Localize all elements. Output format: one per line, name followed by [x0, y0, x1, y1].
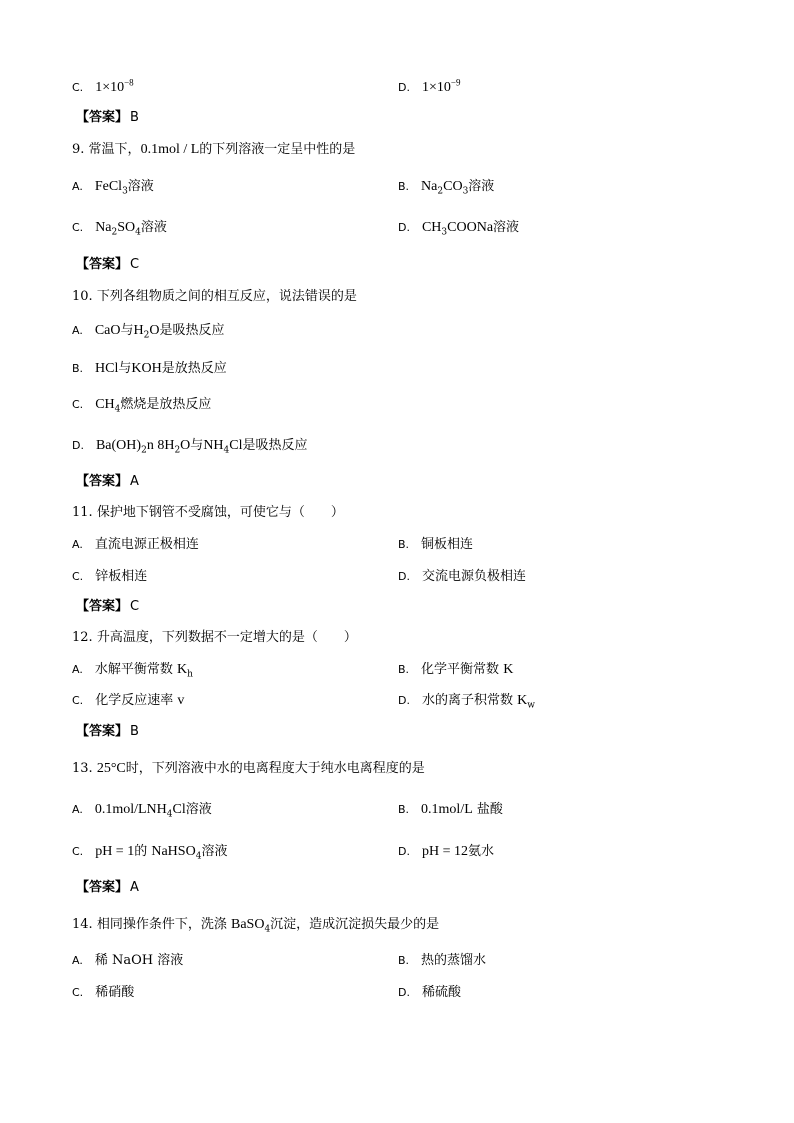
q11-option-a: A. 直流电源正极相连 — [72, 537, 199, 552]
q13-option-b: B. 0.1mol/L 盐酸 — [398, 802, 503, 817]
q8-option-d — [398, 74, 460, 96]
q13-answer — [76, 880, 139, 896]
option-letter: D. — [398, 80, 410, 94]
q10-option-b: B. HCl与KOH是放热反应 — [72, 361, 227, 376]
option-letter: B. — [398, 180, 410, 193]
q10-option-c: C. $CH_4$燃烧是放热反应 — [72, 397, 212, 415]
q9-option-c: C. $Na_2SO_4$溶液 — [72, 220, 167, 238]
q13-stem: 13. 25°C时，下列溶液中水的电离程度大于纯水电离程度的是 — [72, 761, 425, 776]
option-letter: C. — [72, 986, 84, 999]
option-letter: C. — [72, 398, 84, 411]
q10-stem: 10. 下列各组物质之间的相互反应，说法错误的是 — [72, 289, 357, 304]
q11-option-d: D. 交流电源负极相连 — [398, 569, 526, 584]
option-letter: D. — [398, 694, 410, 707]
option-letter: A. — [72, 663, 83, 676]
q12-answer — [76, 724, 139, 740]
q13-option-d: D. pH = 12氨水 — [398, 844, 494, 859]
answer-value: A — [130, 474, 139, 489]
q12-option-a: A. 水解平衡常数 $K_h$ — [72, 662, 193, 680]
q8-answer — [76, 110, 139, 126]
q14-option-a: A. 稀 NaOH 溶液 — [72, 953, 184, 968]
q12-option-b: B. 化学平衡常数 K — [398, 662, 514, 677]
option-letter: C. — [72, 694, 84, 707]
answer-value: B — [130, 110, 139, 125]
answer-label: 【答案】 — [76, 880, 129, 895]
option-letter: D. — [72, 439, 84, 452]
q8-option-d-value: $1\times 10^{-9}$ — [421, 77, 461, 95]
option-letter: B. — [398, 663, 410, 676]
answer-value: B — [130, 724, 139, 739]
q11-option-b: B. 铜板相连 — [398, 537, 474, 552]
option-letter: D. — [398, 570, 410, 583]
answer-label: 【答案】 — [76, 724, 129, 739]
option-letter: B. — [398, 954, 410, 967]
option-letter: C. — [72, 80, 84, 94]
q13-option-a: A. $0.1mol/LNH_4Cl$溶液 — [72, 802, 212, 820]
q11-option-c: C. 锌板相连 — [72, 569, 148, 584]
answer-label: 【答案】 — [76, 110, 129, 125]
q14-option-b: B. 热的蒸馏水 — [398, 953, 487, 968]
answer-value: C — [130, 257, 140, 272]
q9-stem: 9. 常温下，0.1mol / L的下列溶液一定呈中性的是 — [72, 142, 356, 157]
q10-answer — [76, 474, 139, 490]
option-letter: A. — [72, 803, 83, 816]
q11-answer — [76, 599, 139, 615]
q14-stem: 14. 相同操作条件下，洗涤 BaSO$_4$沉淀，造成沉淀损失最少的是 — [72, 917, 440, 935]
q8-option-c-value: $1\times 10^{-8}$ — [95, 77, 134, 95]
answer-value: C — [130, 599, 140, 614]
option-letter: D. — [398, 986, 410, 999]
q10-option-a: A. CaO与$H_2O$是吸热反应 — [72, 323, 225, 341]
q9-option-d: D. $CH_3COONa$溶液 — [398, 220, 520, 238]
q10-option-d: D. $Ba(OH)_2n$ $8H_2O$与$NH_4Cl$是吸热反应 — [72, 438, 308, 456]
option-letter: A. — [72, 180, 83, 193]
answer-label: 【答案】 — [76, 599, 129, 614]
answer-value: A — [130, 880, 139, 895]
option-letter: A. — [72, 954, 83, 967]
answer-label: 【答案】 — [76, 257, 129, 272]
q9-option-a: A. FeCl$_3$溶液 — [72, 179, 154, 197]
option-letter: A. — [72, 538, 83, 551]
option-letter: B. — [72, 362, 84, 375]
q9-option-b: B. $Na_2CO_3$溶液 — [398, 179, 495, 197]
q8-option-c — [72, 74, 134, 96]
option-letter: A. — [72, 324, 83, 337]
option-letter: D. — [398, 221, 410, 234]
option-letter: B. — [398, 803, 410, 816]
option-letter: C. — [72, 221, 84, 234]
q13-option-c: C. pH = 1的 NaHSO$_4$溶液 — [72, 844, 228, 862]
option-letter: B. — [398, 538, 410, 551]
q12-stem: 12. 升高温度，下列数据不一定增大的是（ ） — [72, 630, 357, 645]
q12-option-d: D. 水的离子积常数 $K_w$ — [398, 693, 535, 711]
option-letter: C. — [72, 845, 84, 858]
q14-option-d: D. 稀硫酸 — [398, 985, 461, 1000]
q14-option-c: C. 稀硝酸 — [72, 985, 135, 1000]
q12-option-c: C. 化学反应速率 v — [72, 693, 185, 708]
option-letter: C. — [72, 570, 84, 583]
q9-answer — [76, 257, 139, 273]
q11-stem: 11. 保护地下钢管不受腐蚀，可使它与（ ） — [72, 505, 344, 520]
option-letter: D. — [398, 845, 410, 858]
answer-label: 【答案】 — [76, 474, 129, 489]
